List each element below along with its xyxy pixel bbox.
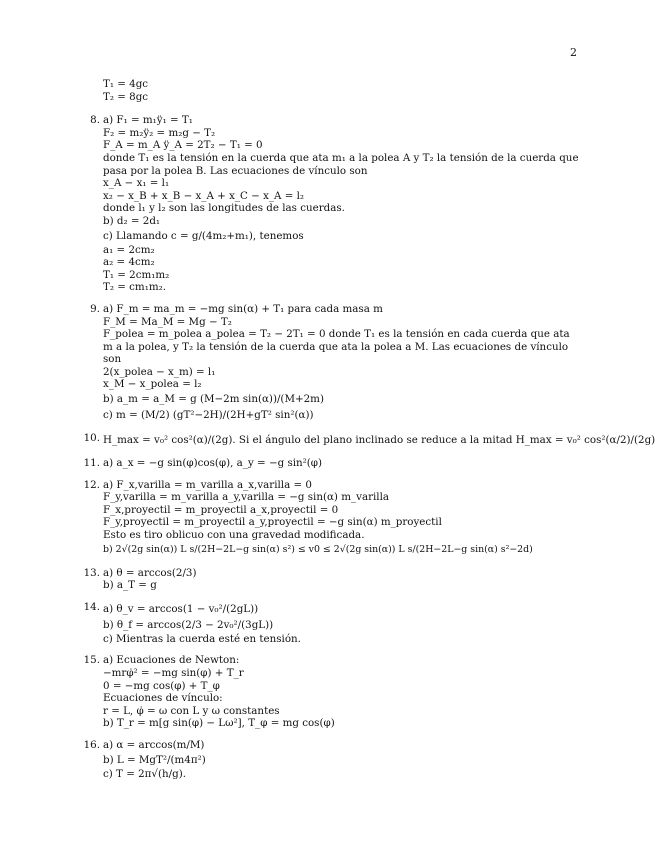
- text-line: Esto es tiro oblicuo con una gravedad modificada.: [103, 529, 365, 542]
- item-number: 8.: [90, 114, 100, 127]
- solution-item-7-continued: [82, 78, 582, 103]
- equation-line: x_A − x₁ = l₁: [103, 177, 170, 190]
- equation-line: a₁ = 2cm₂: [103, 243, 155, 256]
- equation-line: F_y,proyectil = m_proyectil a_y,proyectil = −g sin(α) m_proyectil: [103, 516, 442, 529]
- equation-line: F₂ = m₂ÿ₂ = m₂g − T₂: [103, 126, 216, 139]
- equation-line: F_x,proyectil = m_proyectil a_x,proyectil = 0: [103, 503, 339, 516]
- equation-line: a) a_x = −g sin(φ)cos(φ), a_y = −g sin²(φ): [103, 457, 323, 470]
- text-line: Ecuaciones de vínculo:: [103, 692, 223, 705]
- equation-line: b) a_T = g: [103, 579, 157, 592]
- equation-line: a) F₁ = m₁ÿ₁ = T₁: [103, 114, 193, 127]
- equation-line: c) m = (M/2) (gT²−2H)/(2H+gT² sin²(α)): [103, 409, 314, 422]
- text-line: a) Ecuaciones de Newton:: [103, 654, 240, 667]
- solution-item-14: [82, 601, 582, 646]
- solution-item-13: [82, 567, 582, 592]
- item-number: 16.: [83, 738, 100, 751]
- equation-line: 2(x_polea − x_m) = l₁: [103, 365, 216, 378]
- equation-line: x_M − x_polea = l₂: [103, 378, 202, 391]
- item-number: 12.: [83, 478, 100, 491]
- equation-line: −mrφ̇² = −mg sin(φ) + T_r: [103, 667, 244, 679]
- equation-line: a) θ = arccos(2/3): [103, 566, 197, 579]
- equation-line: c) Llamando c = g/(4m₂+m₁), tenemos: [103, 229, 304, 242]
- page-number: 2: [570, 46, 577, 59]
- text-line: c) Mientras la cuerda esté en tensión.: [103, 632, 301, 645]
- solution-item-15: [82, 654, 582, 730]
- equation-line: T₁ = 2cm₁m₂: [103, 268, 170, 281]
- equation-line: T₂ = 8gc: [103, 90, 149, 103]
- text-line: donde l₁ y l₂ son las longitudes de las cuerdas.: [103, 202, 345, 215]
- equation-line: F_A = m_A ÿ_A = 2T₂ − T₁ = 0: [103, 139, 263, 152]
- solution-item-8: [82, 114, 582, 294]
- equation-line: 0 = −mg cos(φ) + T_φ: [103, 679, 220, 692]
- equation-line: T₂ = cm₁m₂.: [103, 281, 166, 294]
- equation-line: b) T_r = m[g sin(φ) − Lω²], T_φ = mg cos(φ): [103, 717, 335, 730]
- equation-line: b) a_m = a_M = g (M−2m sin(α))/(M+2m): [103, 393, 324, 406]
- equation-line: a) θ_v = arccos(1 − v₀²/(2gL)): [103, 602, 259, 615]
- solutions-list: [82, 78, 655, 789]
- item-number: 13.: [83, 566, 100, 579]
- text-line: F_polea = m_polea a_polea = T₂ − 2T₁ = 0 donde T₁ es la tensión en cada cuerda que ata m a la polea, y T₂ la tensión de la cuerda que ata la polea a M. Las ecuaciones de vínculo son: [103, 328, 570, 366]
- equation-line: c) T = 2π√(h/g).: [103, 767, 186, 780]
- item-number: 11.: [83, 457, 100, 470]
- equation-line: r = L, φ̇ = ω con L y ω constantes: [103, 704, 280, 717]
- equation-line: H_max = v₀² cos²(α)/(2g). Si el ángulo del plano inclinado se reduce a la mitad H_max = v₀² cos²(α/2)/(2g): [103, 434, 655, 447]
- equation-line: F_y,varilla = m_varilla a_y,varilla = −g sin(α) m_varilla: [103, 491, 390, 504]
- equation-line: F_M = Ma_M = Mg − T₂: [103, 315, 232, 328]
- equation-line: b) d₂ = 2d₁: [103, 214, 161, 227]
- text-line: donde T₁ es la tensión en la cuerda que ata m₁ a la polea A y T₂ la tensión de la cuerda que pasa por la polea B. Las ecuaciones de vínculo son: [103, 151, 579, 177]
- solution-item-10: [82, 432, 655, 448]
- equation-line: a) α = arccos(m/M): [103, 738, 205, 751]
- item-number: 9.: [90, 302, 100, 315]
- solution-item-11: [82, 457, 582, 470]
- solution-item-9: [82, 303, 582, 423]
- equation-line: T₁ = 4gc: [103, 78, 149, 90]
- equation-line: b) 2√(2g sin(α)) L s/(2H−2L−g sin(α) s²) ≤ v0 ≤ 2√(2g sin(α)) L s/(2H−2L−g sin(α) s²−2d): [103, 543, 533, 555]
- equation-line: a) F_m = ma_m = −mg sin(α) + T₁ para cada masa m: [103, 302, 383, 315]
- solution-item-12: [82, 479, 582, 558]
- equation-line: a₂ = 4cm₂: [103, 256, 155, 269]
- equation-line: a) F_x,varilla = m_varilla a_x,varilla = 0: [103, 478, 312, 491]
- solution-item-16: [82, 739, 582, 780]
- item-number: 10.: [83, 432, 100, 445]
- item-number: 15.: [83, 654, 100, 667]
- equation-line: b) L = MgT²/(m4π²): [103, 753, 206, 766]
- equation-line: x₂ − x_B + x_B − x_A + x_C − x_A = l₂: [103, 189, 305, 202]
- equation-line: b) θ_f = arccos(2/3 − 2v₀²/(3gL)): [103, 618, 274, 631]
- item-number: 14.: [83, 600, 100, 613]
